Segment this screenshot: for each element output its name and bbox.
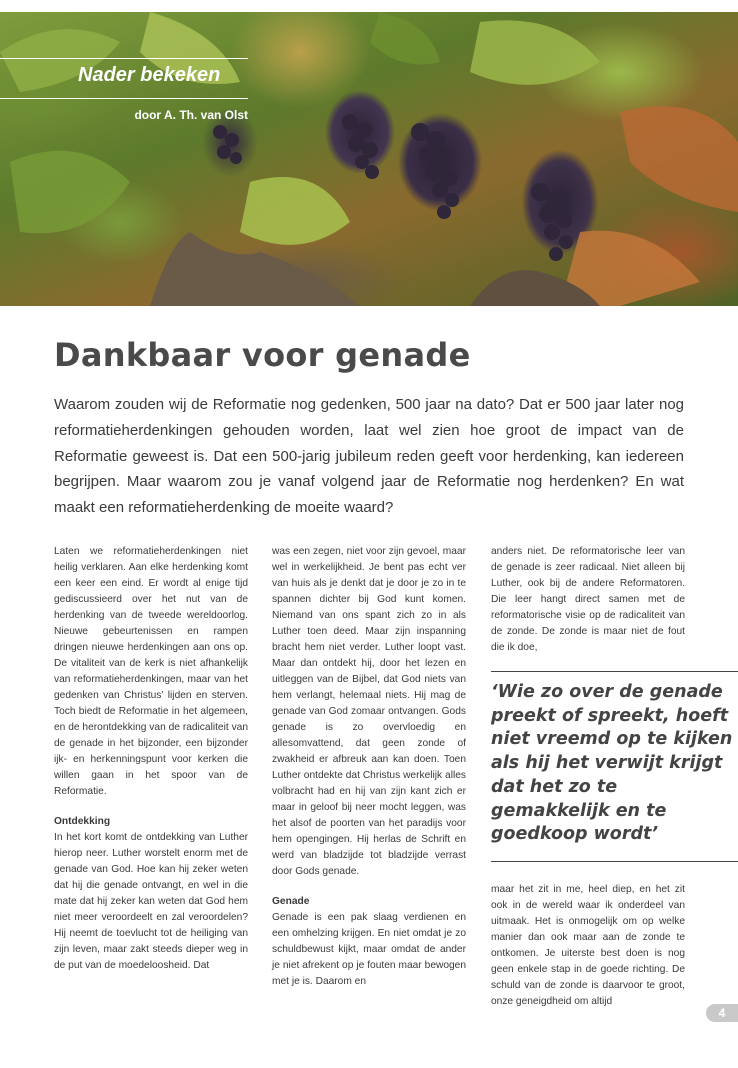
author-byline: door A. Th. van Olst [134, 108, 248, 122]
column-3-top-text: anders niet. De reformatorische leer van de genade is zeer radicaal. Niet alleen bij Luther, ook bij de andere Reformatoren. Die leer hangt direct samen met de reformatorische visie op de radicaliteit van de zonde. De zonde is maar niet de fout die ik doe, [491, 546, 685, 653]
section-label: Nader bekeken [78, 64, 221, 86]
column-3-bottom [491, 882, 685, 1010]
column-3-bottom-text: maar het zit in me, heel diep, en het zit ook in de wereld waar ik onderdeel van uitmaak. Het is onmogelijk om op welke manier dan ook maar aan de zonde te ontkomen. Je uiterste best doen is nog geen enkele stap in de goede richting. De schuld van de zonde is daarvoor te groot, onze geneigdheid om altijd [491, 884, 685, 1007]
quote-rule-bottom [491, 861, 738, 862]
subheading-ontdekking: Ontdekking [54, 816, 111, 827]
hero-photo-vineyard [0, 12, 738, 306]
subheading-genade: Genade [272, 896, 310, 907]
column-3-top [491, 544, 685, 656]
column-1-section: In het kort komt de ontdekking van Luther hierop neer. Luther worstelt enorm met de genade van God. Hoe kan hij zeker weten dat hij die genade ontvangt, en wel in die mate dat hij zeker kan weten dat God hem niet meer veroordeelt en zal veroordelen? Hij neemt de toevlucht tot de heiliging van zijn leven, maar zakt steeds dieper weg in de put van de moedeloosheid. Dat [54, 832, 248, 971]
grape-vine-illustration [0, 12, 738, 306]
article-title: Dankbaar voor genade [54, 336, 471, 374]
page-number: 4 [706, 1004, 738, 1022]
pull-quote: ‘Wie zo over de genade preekt of spreekt, hoeft niet vreemd op te kijken als hij het verwijt krijgt dat het zo te gemakkelijk en te goedkoop wordt’ [491, 682, 733, 845]
quote-rule-top [491, 671, 738, 672]
column-2-text: was een zegen, niet voor zijn gevoel, maar wel in werkelijkheid. Je bent pas echt ver van huis als je denkt dat je door je zo in te spannen dichter bij God kunt komen. Niemand van ons spant zich zo in als Luther toen deed. Maar zijn inspanning bracht hem niet verder. Luther loopt vast. Maar dan ontdekt hij, door het lezen en uitleggen van de Bijbel, dat God niets van hem verlangt, helemaal niets. Hij mag de genade van God zomaar ontvangen. Gods genade is zo overvloedig en allesomvattend, dat geen zonde of zwakheid er afbreuk aan kan doen. Toen Luther ontdekte dat Christus werkelijk alles volbracht had en hij van zijn kant zich er maar in geloof bij neer mocht leggen, was het alsof de poorten van het paradijs voor hem opengingen. Hij herlas de Schrift en werd van bladzijde tot bladzijde verrast door Gods genade. [272, 546, 466, 877]
column-2-section: Genade is een pak slaag verdienen en een omhelzing krijgen. En niet omdat je zo schuldbewust kijkt, maar omdat de ander je niet afrekent op je fouten maar bewogen met je is. Daarom en [272, 912, 466, 987]
column-2 [272, 544, 466, 990]
column-1-intro: Laten we reformatieherdenkingen niet heilig verklaren. Aan elke herdenking komt een keer een eind. Er wordt al enige tijd gediscussieerd over het nut van de herdenking van de tweede wereldoorlog. Nieuwe gebeurtenissen en rampen dringen nieuwe herdenkingen aan ons op. De vitaliteit van de kerk is niet afhankelijk van reformatieherdenkingen, maar van het gedenken van Christus' lijden en sterven. Toch biedt de Reformatie in het algemeen, en de herontdekking van de radicaliteit van de genade in het bijzonder, een bijzonder ijk- en herkenningspunt voor kerken die willen gaan in het spoor van de Reformatie. [54, 546, 248, 797]
column-1 [54, 544, 248, 974]
header-rule-bottom [0, 98, 248, 99]
article-lead: Waarom zouden wij de Reformatie nog gedenken, 500 jaar na dato? Dat er 500 jaar later nog reformatieherdenkingen gehouden worden, laat wel zien hoe groot de impact van de Reformatie geweest is. Dat een 500-jarig jubileum reden geeft voor herdenking, kan iedereen begrijpen. Maar waarom zou je vanaf volgend jaar de Reformatie nog herdenken? En wat maakt een reformatieherdenking de moeite waard? [54, 396, 684, 517]
header-rule-top [0, 58, 248, 59]
